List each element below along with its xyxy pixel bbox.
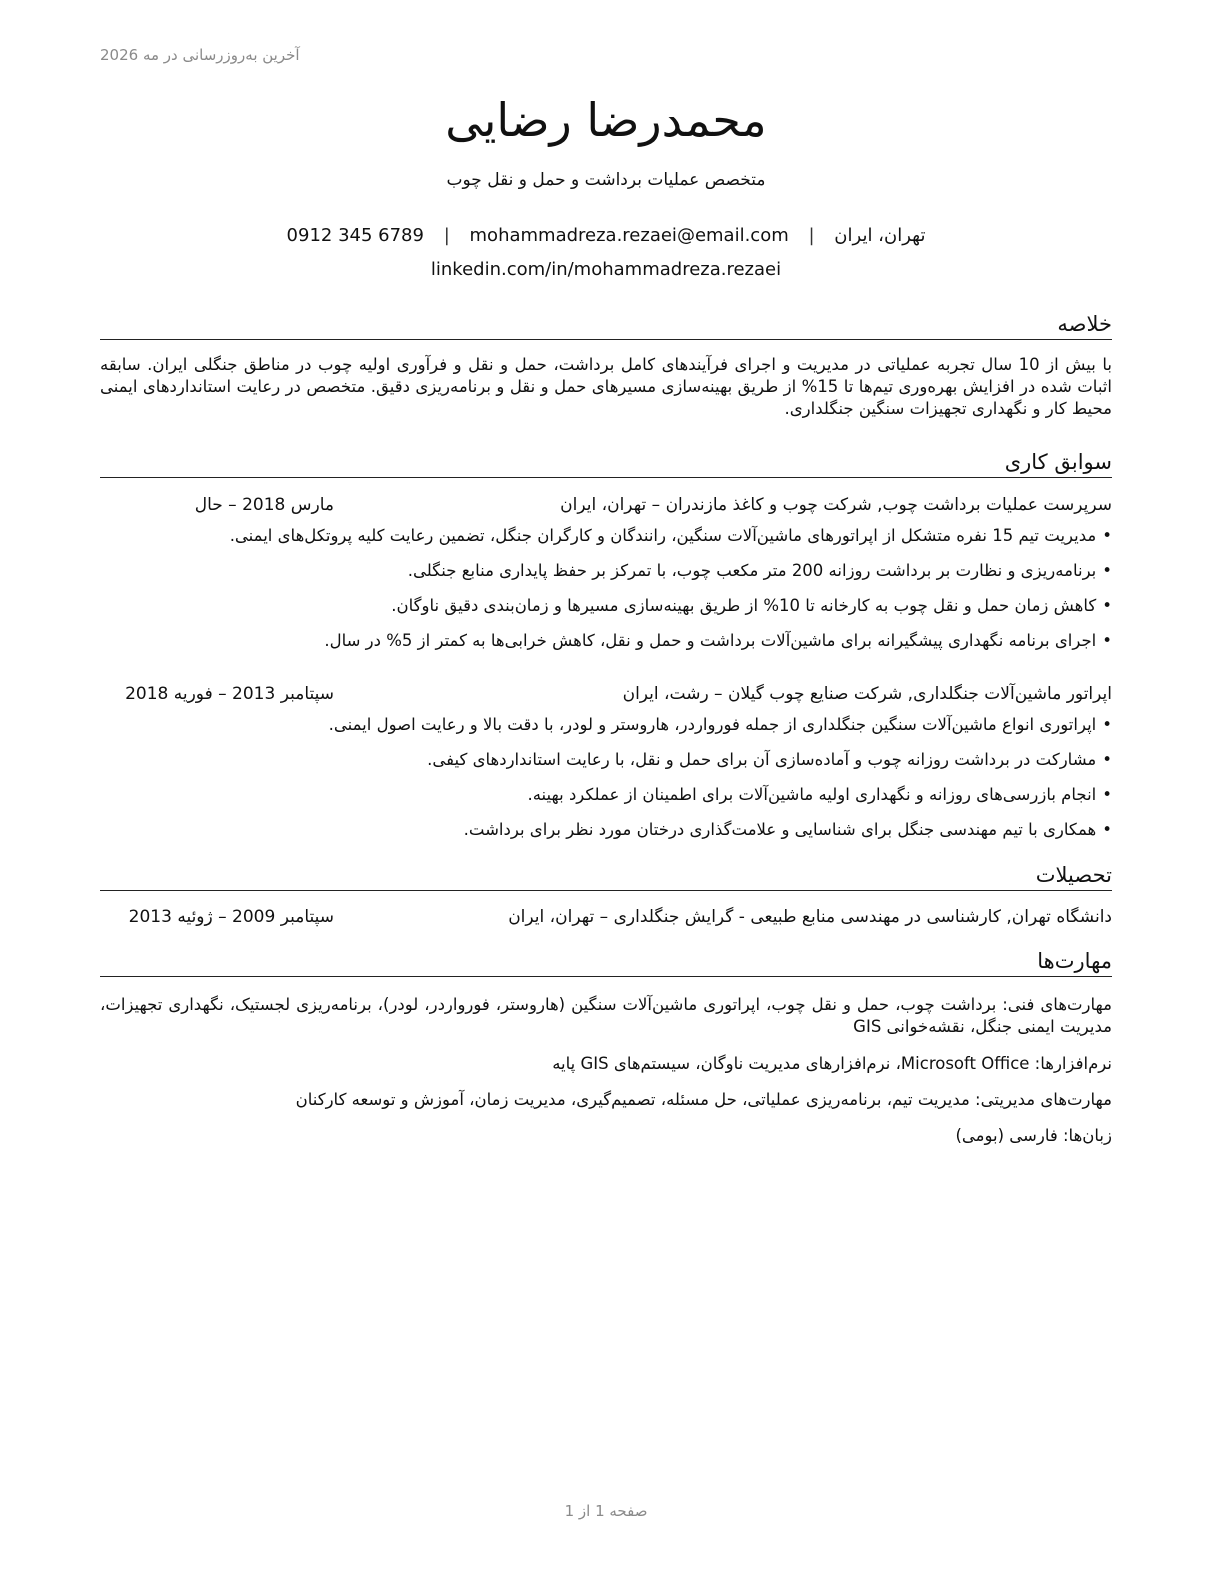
job-dates: سپتامبر 2013 – فوریه 2018 — [125, 684, 334, 704]
education-dates: سپتامبر 2009 – ژوئیه 2013 — [128, 907, 334, 927]
job-role: سرپرست عملیات برداشت چوب, شرکت چوب و کاغذ مازندران – تهران، ایران — [560, 495, 1112, 515]
candidate-name: محمدرضا رضایی — [445, 93, 767, 147]
last-updated-note: آخرین به‌روزرسانی در مه 2026 — [100, 46, 300, 64]
skills-languages: زبان‌ها: فارسی (بومی) — [955, 1126, 1112, 1145]
skills-heading: مهارت‌ها — [100, 947, 1112, 977]
summary-heading: خلاصه — [100, 310, 1112, 340]
contact-separator: | — [808, 225, 815, 246]
bullet-icon: • — [1102, 526, 1112, 545]
list-item: •اپراتوری انواع ماشین‌آلات سنگین جنگلداری از جمله فورواردر، هاروستر و لودر، با دقت بالا و رعایت اصول ایمنی. — [100, 713, 1112, 748]
job-bullets — [100, 713, 1112, 853]
skills-technical: مهارت‌های فنی: برداشت چوب، حمل و نقل چوب، اپراتوری ماشین‌آلات سنگین (هاروستر، فورواردر، لودر)، برنامه‌ریزی لجستیک، نگهداری تجهیزات، مدیریت ایمنی جنگل، نقشه‌خوانی GIS — [100, 995, 1112, 1036]
list-item: •مشارکت در برداشت روزانه چوب و آماده‌سازی آن برای حمل و نقل، با رعایت استانداردهای کیفی. — [100, 748, 1112, 783]
bullet-icon: • — [1102, 820, 1112, 839]
education-title: دانشگاه تهران, کارشناسی در مهندسی منابع طبیعی - گرایش جنگلداری – تهران، ایران — [508, 907, 1112, 927]
candidate-headline: متخصص عملیات برداشت و حمل و نقل چوب — [446, 170, 766, 190]
job-header — [100, 493, 1112, 517]
job-header — [100, 682, 1112, 706]
list-item: •همکاری با تیم مهندسی جنگل برای شناسایی و علامت‌گذاری درختان مورد نظر برای برداشت. — [100, 818, 1112, 853]
education-heading: تحصیلات — [100, 861, 1112, 891]
contact-linkedin[interactable]: linkedin.com/in/mohammadreza.rezaei — [430, 259, 782, 280]
bullet-icon: • — [1102, 750, 1112, 769]
bullet-icon: • — [1102, 785, 1112, 804]
list-item: •اجرای برنامه نگهداری پیشگیرانه برای ماشین‌آلات برداشت و حمل و نقل، کاهش خرابی‌ها به کمتر از 5% در سال. — [100, 629, 1112, 664]
skills-management: مهارت‌های مدیریتی: مدیریت تیم، برنامه‌ریزی عملیاتی، حل مسئله، تصمیم‌گیری، مدیریت زمان، آموزش و توسعه کارکنان — [295, 1090, 1112, 1109]
education-item — [100, 905, 1112, 929]
bullet-icon: • — [1102, 561, 1112, 580]
resume-page — [100, 0, 1112, 1584]
job-role: اپراتور ماشین‌آلات جنگلداری, شرکت صنایع چوب گیلان – رشت، ایران — [622, 684, 1112, 704]
page-number: صفحه 1 از 1 — [564, 1502, 648, 1520]
contact-phone[interactable]: 0912 345 6789 — [286, 225, 424, 246]
bullet-icon: • — [1102, 631, 1112, 650]
bullet-icon: • — [1102, 715, 1112, 734]
experience-heading: سوابق کاری — [100, 448, 1112, 478]
bullet-icon: • — [1102, 596, 1112, 615]
list-item: •کاهش زمان حمل و نقل چوب به کارخانه تا 10% از طریق بهینه‌سازی مسیرها و زمان‌بندی دقیق ناوگان. — [100, 594, 1112, 629]
skills-software: نرم‌افزارها: Microsoft Office، نرم‌افزارهای مدیریت ناوگان، سیستم‌های GIS پایه — [552, 1054, 1112, 1073]
contact-linkedin-line — [100, 258, 1112, 282]
list-item: •انجام بازرسی‌های روزانه و نگهداری اولیه ماشین‌آلات برای اطمینان از عملکرد بهینه. — [100, 783, 1112, 818]
contact-location: تهران، ایران — [834, 225, 926, 246]
contact-email[interactable]: mohammadreza.rezaei@email.com — [469, 225, 789, 246]
summary-text: با بیش از 10 سال تجربه عملیاتی در مدیریت و اجرای فرآیندهای کامل برداشت، حمل و نقل و فرآوری اولیه چوب در مناطق جنگلی ایران. سابقه اثبات شده در افزایش بهره‌وری تیم‌ها تا 15% از طریق بهینه‌سازی مسیرهای حمل و نقل و برنامه‌ریزی دقیق. متخصص در رعایت استانداردهای ایمنی محیط کار و نگهداری تجهیزات سنگین جنگلداری. — [100, 355, 1113, 418]
contact-separator: | — [443, 225, 450, 246]
list-item: •برنامه‌ریزی و نظارت بر برداشت روزانه 200 متر مکعب چوب، با تمرکز بر حفظ پایداری منابع جنگلی. — [100, 559, 1112, 594]
contact-line — [100, 224, 1112, 248]
job-bullets — [100, 524, 1112, 664]
list-item: •مدیریت تیم 15 نفره متشکل از اپراتورهای ماشین‌آلات سنگین، رانندگان و کارگران جنگل، تضمین رعایت کلیه پروتکل‌های ایمنی. — [100, 524, 1112, 559]
job-dates: مارس 2018 – حال — [194, 495, 334, 515]
